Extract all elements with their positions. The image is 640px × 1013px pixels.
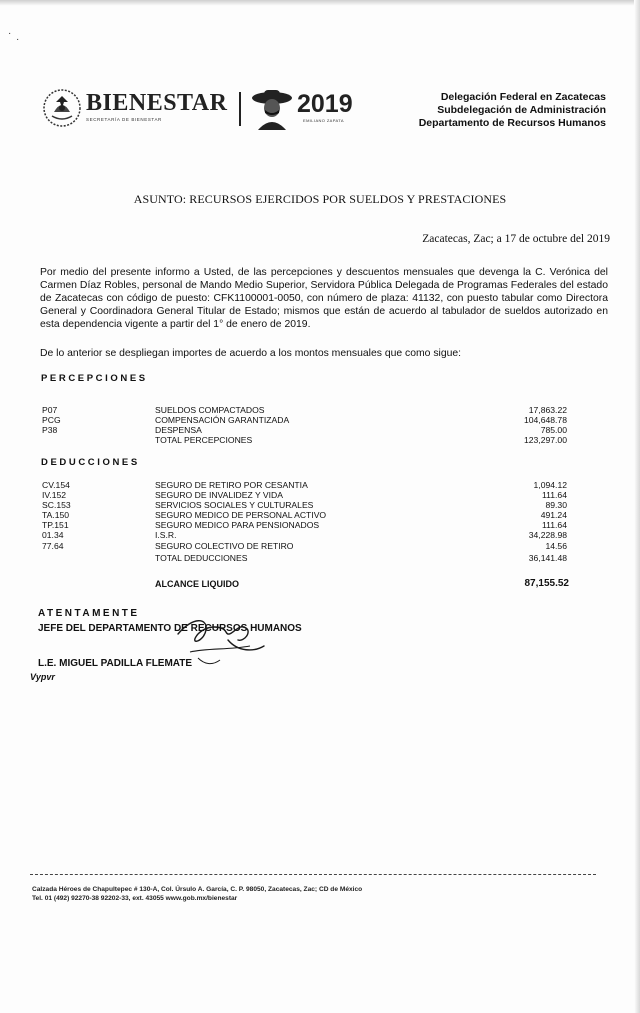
scan-top-edge xyxy=(0,0,640,6)
scan-speck: · xyxy=(16,34,20,45)
row-code: 01.34 xyxy=(42,530,64,540)
row-amount: 1,094.12 xyxy=(533,480,567,490)
row-code: 77.64 xyxy=(42,541,64,551)
row-concept: TOTAL DEDUCCIONES xyxy=(155,553,248,563)
table-intro: De lo anterior se despliegan importes de acuerdo a los montos mensuales que como sigue: xyxy=(40,348,462,359)
body-paragraph: Por medio del presente informo a Usted, de las percepciones y descuentos mensuales que devenga la C. Verónica del Carmen Díaz Robles, personal de Mando Medio Superior, Servidora Pública Delegada de Programas Federales del estado de Zacatecas con código de puesto: CFK1100001-0050, con número de plaza: 41132, con puesto tabular como Directora General y Coordinadora General Titular de Estado; mismos que están de acuerdo al tabulador de sueldos autorizado en esta dependencia vigente a partir del 1° de enero de 2019. xyxy=(40,267,608,330)
department-line: Departamento de Recursos Humanos xyxy=(418,117,606,129)
row-code: IV.152 xyxy=(42,490,67,500)
row-concept: SEGURO DE INVALIDEZ Y VIDA xyxy=(155,490,283,500)
brand-name: BIENESTAR xyxy=(86,90,228,116)
footer-divider xyxy=(30,874,596,875)
row-concept: TOTAL PERCEPCIONES xyxy=(155,435,253,445)
row-code: TA.150 xyxy=(42,510,70,520)
date-line: Zacatecas, Zac; a 17 de octubre del 2019 xyxy=(422,233,610,245)
row-concept: SEGURO DE RETIRO POR CESANTIA xyxy=(155,480,308,490)
alcance-label: ALCANCE LIQUIDO xyxy=(155,579,239,589)
row-amount: 111.64 xyxy=(541,520,567,530)
row-code: PCG xyxy=(42,415,61,425)
row-concept: COMPENSACIÓN GARANTIZADA xyxy=(155,415,290,425)
year-2019: 2019 xyxy=(297,90,353,118)
footer-contact-line: Tel. 01 (492) 92270-38 92202-33, ext. 43055 www.gob.mx/bienestar xyxy=(32,895,238,902)
row-concept: SUELDOS COMPACTADOS xyxy=(155,405,265,415)
row-amount: 104,648.78 xyxy=(523,415,567,425)
row-concept: SEGURO MEDICO DE PERSONAL ACTIVO xyxy=(155,510,327,520)
footer-address-line: Calzada Héroes de Chapultepec # 130-A, Col. Úrsulo A. García, C. P. 98050, Zacatecas, Zac; CD de México xyxy=(32,886,363,893)
row-concept: SEGURO MEDICO PARA PENSIONADOS xyxy=(155,520,320,530)
row-code: SC.153 xyxy=(42,500,71,510)
signer-name: L.E. MIGUEL PADILLA FLEMATE xyxy=(38,658,193,669)
alcance-amount: 87,155.52 xyxy=(524,578,569,589)
row-amount: 123,297.00 xyxy=(523,435,567,445)
brand-subtitle: SECRETARÍA DE BIENESTAR xyxy=(86,117,162,122)
row-amount: 34,228.98 xyxy=(528,530,567,540)
subdelegation-line: Subdelegación de Administración xyxy=(437,104,606,116)
logo-divider xyxy=(239,92,241,126)
row-code: P07 xyxy=(42,405,58,415)
row-amount: 14.56 xyxy=(545,541,567,551)
subject-line: ASUNTO: RECURSOS EJERCIDOS POR SUELDOS Y PRESTACIONES xyxy=(133,192,507,206)
national-emblem-icon xyxy=(42,88,82,128)
footer-address xyxy=(32,885,362,903)
zapata-caption: EMILIANO ZAPATA xyxy=(303,118,344,123)
row-amount: 111.64 xyxy=(541,490,567,500)
deducciones-heading: DEDUCCIONES xyxy=(41,457,140,468)
row-amount: 36,141.48 xyxy=(528,553,567,563)
row-code: CV.154 xyxy=(42,480,70,490)
row-concept: I.S.R. xyxy=(155,530,177,540)
handwritten-signature xyxy=(168,612,278,684)
deducciones-total-row xyxy=(0,553,640,564)
row-amount: 491.24 xyxy=(540,510,567,520)
percepciones-total-row xyxy=(0,435,640,446)
row-code: P38 xyxy=(42,425,58,435)
row-amount: 785.00 xyxy=(540,425,567,435)
row-concept: SERVICIOS SOCIALES Y CULTURALES xyxy=(155,500,314,510)
deduccion-row xyxy=(0,541,640,552)
department-header xyxy=(419,91,606,130)
row-amount: 17,863.22 xyxy=(528,405,567,415)
bienestar-logo xyxy=(42,88,242,130)
row-amount: 89.30 xyxy=(545,500,567,510)
row-concept: DESPENSA xyxy=(155,425,202,435)
percepciones-heading: PERCEPCIONES xyxy=(41,373,148,384)
signer-title: JEFE DEL DEPARTAMENTO DE RECURSOS HUMANOS xyxy=(38,623,302,634)
zapata-portrait-icon xyxy=(250,86,294,130)
delegation-line: Delegación Federal en Zacatecas xyxy=(440,91,606,103)
scan-speck: · xyxy=(8,28,12,39)
deduccion-row xyxy=(0,530,640,541)
row-code: TP.151 xyxy=(42,520,69,530)
atentamente-label: ATENTAMENTE xyxy=(38,608,140,619)
row-concept: SEGURO COLECTIVO DE RETIRO xyxy=(155,541,294,551)
typist-initials: Vypvr xyxy=(30,672,55,682)
